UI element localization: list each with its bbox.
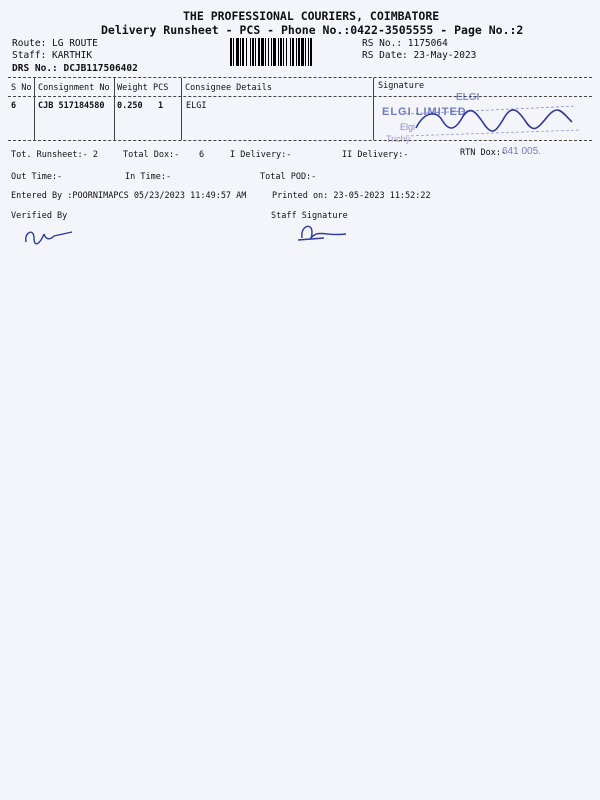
staff-label: Staff: KARTHIK [12,50,93,61]
row-weight: 0.250 [117,101,143,111]
entered-by: Entered By :POORNIMAPCS 05/23/2023 11:49:57 AM [11,191,247,201]
header-sno: S No [11,83,32,93]
out-time: Out Time:- [11,172,63,182]
tot-runsheet: Tot. Runsheet:- 2 [11,150,98,160]
barcode [230,38,356,66]
stamp-line-4: Trichy [386,134,411,144]
drs-number: DRS No.: DCJB117506402 [12,63,138,74]
ii-delivery: II Delivery:- [342,150,409,160]
stamp-line-2: ELGI LIMITED [382,106,467,118]
row-pcs: 1 [158,101,164,111]
rs-date: RS Date: 23-May-2023 [362,50,477,61]
company-title: THE PROFESSIONAL COURIERS, COIMBATORE [183,9,440,23]
route-label: Route: LG ROUTE [12,38,98,49]
total-dox-label: Total Dox:- [123,150,180,160]
stamp-line-5: 641 005. [502,146,541,157]
rs-number: RS No.: 1175064 [362,38,448,49]
in-time: In Time:- [125,172,172,182]
stamp-line-1: ELGI [456,92,480,103]
col-sep-2 [114,78,115,140]
row-sno: 6 [11,101,17,111]
i-delivery: I Delivery:- [230,150,292,160]
header-consignment: Consignment No [38,83,110,93]
row-consignee: ELGI [186,101,207,111]
verified-signature [20,224,80,248]
verified-by-label: Verified By [11,211,68,221]
col-sep-3 [181,78,182,140]
table-top-rule [8,77,592,78]
staff-signature-mark [294,220,354,244]
header-pcs: PCS [153,83,169,93]
header-consignee: Consignee Details [185,83,272,93]
row-consignment: CJB 517184580 [38,101,105,111]
header-signature: Signature [378,81,425,91]
col-sep-1 [34,78,35,140]
stamp-line-3: Elgi [400,122,416,132]
runsheet-title: Delivery Runsheet - PCS - Phone No.:0422-3505555 - Page No.:2 [101,23,524,37]
table-bottom-rule [8,140,592,141]
printed-on: Printed on: 23-05-2023 11:52:22 [272,191,431,201]
header-weight: Weight [117,83,148,93]
total-pod: Total POD:- [260,172,317,182]
col-sep-4 [373,78,374,140]
total-dox-value: 6 [199,150,205,160]
staff-signature-label: Staff Signature [271,211,348,221]
rtn-dox: RTN Dox:- [460,148,507,158]
